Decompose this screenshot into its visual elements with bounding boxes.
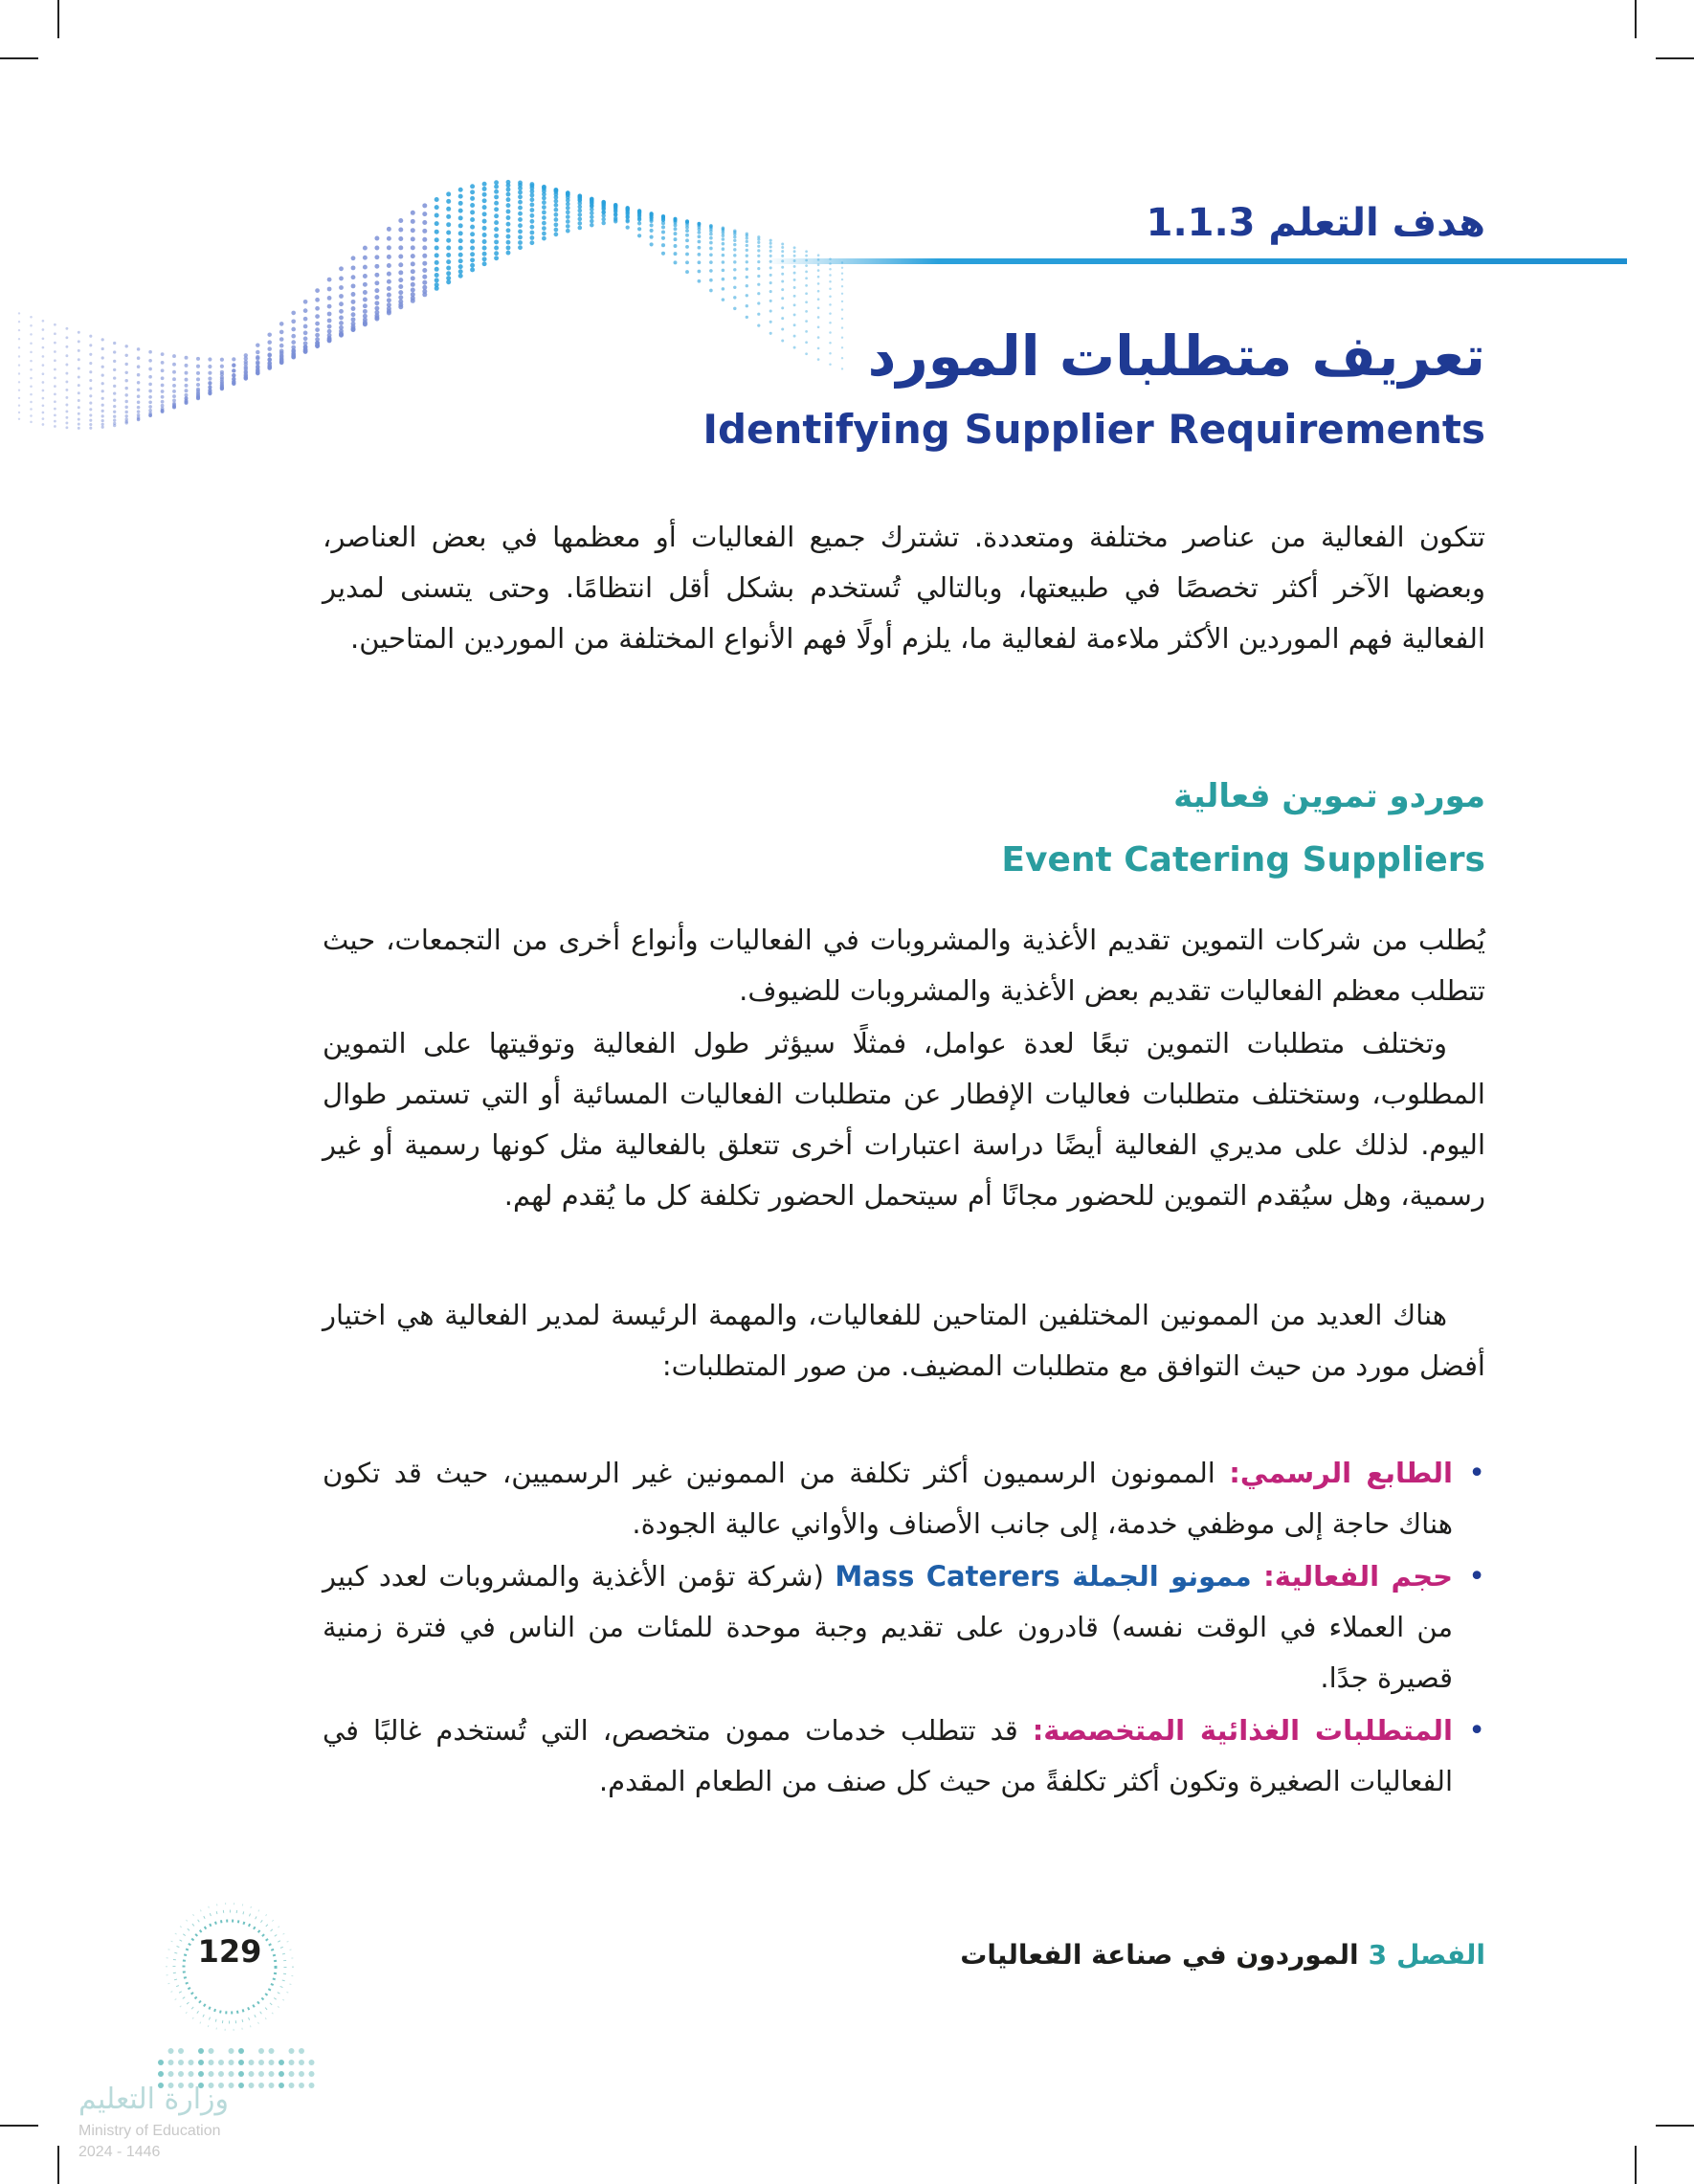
page-number: 129 [197, 1933, 262, 1970]
crop-mark [57, 0, 59, 38]
section-paragraph-1: يُطلب من شركات التموين تقديم الأغذية والمشروبات في الفعاليات وأنواع أخرى من التجمعات، حيث تتطلب معظم الفعاليات تقديم بعض الأغذية والمشروبات للضيوف. [323, 924, 1485, 1007]
bullet-text: الممونون الرسميون أكثر تكلفة من الممونين غير الرسميين، حيث قد تكون هناك حاجة إلى موظفي خدمة، إلى جانب الأصناف والأواني عالية الجودة. [323, 1457, 1453, 1540]
ministry-logo-arabic: وزارة التعليم [78, 2083, 230, 2116]
page-title-arabic: تعريف متطلبات المورد [867, 323, 1485, 389]
chapter-number: 3 [1368, 1939, 1388, 1971]
bullet-term-secondary: ممونو الجملة Mass Caterers [835, 1560, 1264, 1593]
header-rule [766, 258, 1627, 264]
chapter-footer [960, 1939, 1485, 1971]
chapter-label: الفصل [1396, 1939, 1485, 1971]
list-item [323, 1551, 1485, 1704]
crop-mark [0, 57, 38, 59]
crop-mark [57, 2146, 59, 2184]
crop-mark [0, 2125, 38, 2127]
bullet-term: المتطلبات الغذائية المتخصصة: [1032, 1714, 1453, 1747]
crop-mark [1635, 0, 1637, 38]
section-paragraph-2: وتختلف متطلبات التموين تبعًا لعدة عوامل، فمثلًا سيؤثر طول الفعالية وتوقيتها على التموين المطلوب، وستختلف متطلبات فعاليات الإفطار عن متطلبات الفعاليات المسائية أو التي تستمر طوال اليوم. لذلك على مديري الفعالية أيضًا دراسة اعتبارات أخرى تتعلق بالفعالية مثل كونها رسمية أو غير رسمية، وهل سيُقدم التموين للحضور مجانًا أم سيتحمل الحضور تكلفة كل ما يُقدم لهم. [323, 1027, 1485, 1212]
chapter-title: الموردون في صناعة الفعاليات [960, 1939, 1359, 1971]
section-paragraph-3: هناك العديد من الممونين المختلفين المتاحين للفعاليات، والمهمة الرئيسة لمدير الفعالية هي اختيار أفضل مورد من حيث التوافق مع متطلبات المضيف. من صور المتطلبات: [323, 1299, 1485, 1382]
bullet-text: (شركة تؤمن الأغذية والمشروبات لعدد كبير من العملاء في الوقت نفسه) قادرون على تقديم وجبة موحدة للمئات من الناس في فترة زمنية قصيرة جدًا. [323, 1560, 1453, 1694]
ministry-year: 2024 - 1446 [78, 2144, 161, 2160]
section-title-arabic: موردو تموين فعالية [1173, 777, 1485, 815]
page-title-english: Identifying Supplier Requirements [702, 406, 1485, 453]
bullet-term: حجم الفعالية: [1263, 1560, 1453, 1593]
list-item [323, 1705, 1485, 1807]
section-title-english: Event Catering Suppliers [1001, 840, 1485, 880]
crop-mark [1656, 2125, 1694, 2127]
requirements-list [323, 1448, 1485, 1809]
list-item [323, 1448, 1485, 1549]
learning-goal-label: هدف التعلم 1.1.3 [1146, 201, 1485, 245]
ministry-logo-english: Ministry of Education [78, 2123, 221, 2139]
crop-mark [1635, 2146, 1637, 2184]
intro-paragraph: تتكون الفعالية من عناصر مختلفة ومتعددة. تشترك جميع الفعاليات أو معظمها في بعض العناصر، وبعضها الآخر أكثر تخصصًا في طبيعتها، وبالتالي تُستخدم بشكل أقل انتظامًا. وحتى يتسنى لمدير الفعالية فهم الموردين الأكثر ملاءمة لفعالية ما، يلزم أولًا فهم الأنواع المختلفة من الموردين المتاحين. [323, 521, 1485, 655]
bullet-term: الطابع الرسمي: [1229, 1457, 1454, 1489]
bullet-text: قد تتطلب خدمات ممون متخصص، التي تُستخدم غالبًا في الفعاليات الصغيرة وتكون أكثر تكلفةً من حيث كل صنف من الطعام المقدم. [323, 1714, 1453, 1797]
crop-mark [1656, 57, 1694, 59]
